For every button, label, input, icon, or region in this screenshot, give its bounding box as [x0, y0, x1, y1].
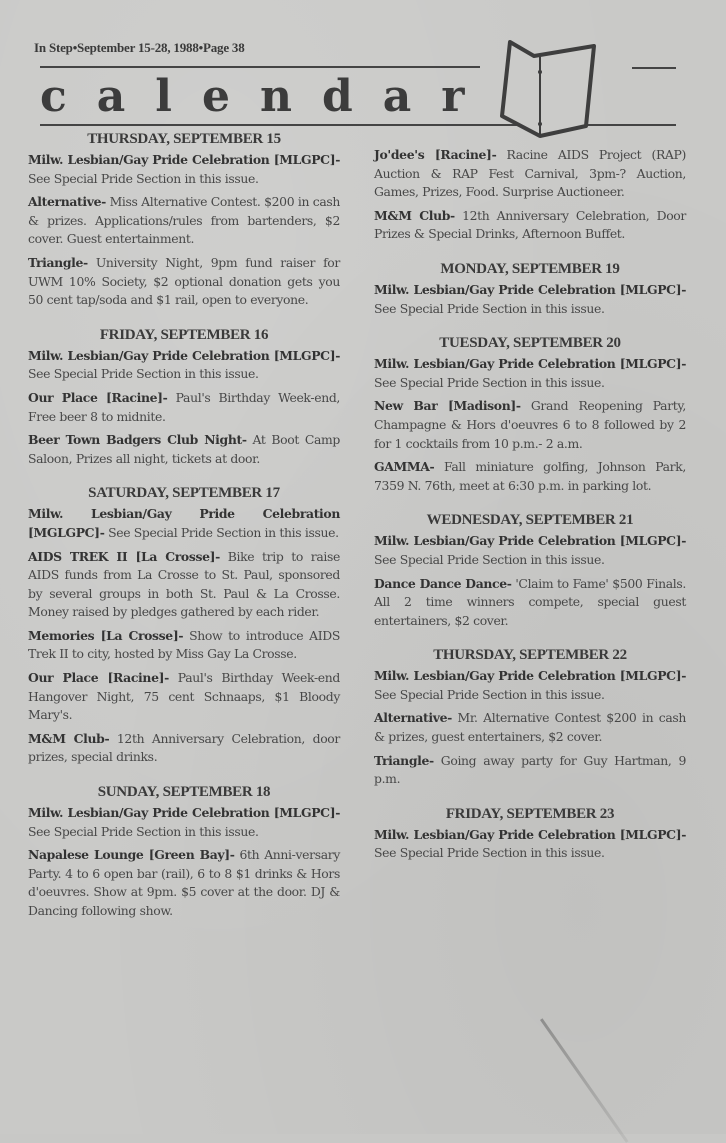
event-description: See Special Pride Section in this issue.: [374, 374, 605, 390]
day-heading: FRIDAY, SEPTEMBER 16: [99, 326, 269, 343]
event-venue: Our Place [Racine]-: [28, 389, 168, 405]
event-venue: Alternative-: [28, 194, 106, 210]
event-entry: [374, 355, 686, 392]
event-description: Going away party for Guy Hartman, 9 p.m.: [374, 752, 686, 787]
event-venue: Milw. Lesbian/Gay Pride Celebration [MLGPC]-: [28, 805, 340, 821]
event-entry: [28, 505, 340, 542]
event-venue: Memories [La Crosse]-: [28, 627, 184, 643]
event-venue: Milw. Lesbian/Gay Pride Celebration [MLGPC]-: [374, 668, 686, 684]
calendar-day: [28, 783, 340, 921]
event-description: Fall miniature golfing, Johnson Park, 7359 N. 76th, meet at 6:30 p.m. in parking lot.: [374, 459, 686, 493]
calendar-day: [374, 805, 686, 863]
calendar-day: [374, 646, 686, 789]
event-venue: Our Place [Racine]-: [28, 670, 169, 686]
event-description: 'Claim to Fame' $500 Finals. All 2 time winners compete, special guest entertainers, $2 cover.: [374, 575, 686, 628]
day-heading: SATURDAY, SEPTEMBER 17: [88, 485, 280, 502]
event-venue: Milw. Lesbian/Gay Pride Celebration [MLGPC]-: [28, 347, 340, 363]
event-description: See Special Pride Section in this issue.: [374, 551, 605, 567]
calendar-day: [374, 334, 686, 495]
event-venue: Milw. Lesbian/Gay Pride Celebration [MLGPC]-: [374, 356, 686, 372]
day-heading: FRIDAY, SEPTEMBER 23: [445, 805, 615, 822]
event-entry: [374, 575, 686, 631]
event-entry: [28, 627, 340, 664]
event-description: Miss Alternative Contest. $200 in cash & prizes. Applications/rules from bartenders, $2 cover. Guest entertainment.: [28, 194, 340, 247]
event-description: See Special Pride Section in this issue.: [104, 524, 339, 540]
day-heading: SUNDAY, SEPTEMBER 18: [97, 784, 271, 801]
header-rule-top: [40, 66, 480, 68]
event-entry: [374, 752, 686, 789]
day-heading: THURSDAY, SEPTEMBER 22: [433, 647, 627, 664]
event-venue: M&M Club-: [374, 207, 455, 223]
event-description: Grand Reopening Party, Champagne & Hors d'oeuvres 6 to 8 followed by 2 for 1 cocktails from 10 p.m.- 2 a.m.: [374, 398, 686, 451]
calendar-column-right: [374, 146, 686, 879]
event-description: 12th Anniversary Celebration, door prizes, special drinks.: [28, 730, 340, 765]
event-entry: [28, 254, 340, 310]
event-entry: [28, 151, 340, 188]
event-description: University Night, 9pm fund raiser for UWM 10% Society, $2 optional donation gets you 50 cent tap/soda and $1 rail, open to everyone.: [28, 254, 340, 308]
event-venue: Beer Town Badgers Club Night-: [28, 432, 247, 448]
event-entry: [28, 347, 340, 384]
day-heading: THURSDAY, SEPTEMBER 15: [87, 131, 281, 147]
event-description: See Special Pride Section in this issue.: [28, 823, 259, 839]
calendar-day: [28, 326, 340, 469]
event-entry: [374, 532, 686, 569]
event-description: See Special Pride Section in this issue.: [28, 170, 259, 186]
event-description: Bike trip to raise AIDS funds from La Crosse to St. Paul, sponsored by several groups in both St. Paul & La Crosse. Money raised by pledges gathered by each rider.: [28, 548, 340, 620]
event-entry: [28, 548, 340, 622]
event-entry: [374, 397, 686, 453]
event-entry: [374, 207, 686, 244]
event-venue: Triangle-: [28, 254, 88, 270]
calendar-day: [374, 260, 686, 318]
event-entry: [28, 431, 340, 468]
calendar-column-left: [28, 130, 340, 937]
event-description: At Boot Camp Saloon, Prizes all night, tickets at door.: [28, 432, 340, 466]
event-venue: Milw. Lesbian/Gay Pride Celebration [MGLGPC]-: [28, 506, 340, 540]
event-venue: Dance Dance Dance-: [374, 575, 512, 591]
event-description: Paul's Birthday Week-end, Free beer 8 to midnite.: [28, 389, 340, 424]
event-entry: [374, 826, 686, 863]
event-venue: Milw. Lesbian/Gay Pride Celebration [MLGPC]-: [374, 826, 686, 842]
day-heading: TUESDAY, SEPTEMBER 20: [439, 335, 621, 352]
event-entry: [28, 669, 340, 725]
event-entry: [28, 730, 340, 767]
open-book-icon: [496, 36, 626, 146]
event-description: See Special Pride Section in this issue.: [28, 366, 259, 382]
event-entry: [374, 281, 686, 318]
event-venue: New Bar [Madison]-: [374, 398, 521, 414]
day-heading: WEDNESDAY, SEPTEMBER 21: [426, 512, 634, 529]
event-entry: [374, 709, 686, 746]
event-venue: Milw. Lesbian/Gay Pride Celebration [MLGPC]-: [28, 152, 340, 167]
event-description: See Special Pride Section in this issue.: [374, 845, 605, 861]
event-description: 12th Anniversary Celebration, Door Prizes & Special Drinks, Afternoon Buffet.: [374, 207, 686, 242]
event-entry: [374, 146, 686, 202]
calendar-title: calendar: [40, 71, 495, 122]
event-venue: M&M Club-: [28, 730, 110, 746]
event-description: Show to introduce AIDS Trek II to city, hosted by Miss Gay La Crosse.: [28, 627, 340, 662]
event-venue: Triangle-: [374, 752, 434, 768]
event-entry: [28, 389, 340, 426]
calendar-day: [374, 146, 686, 244]
day-heading: MONDAY, SEPTEMBER 19: [440, 260, 620, 277]
event-description: Mr. Alternative Contest $200 in cash & prizes, guest entertainers, $2 cover.: [374, 710, 686, 745]
page-folio: In Step•September 15-28, 1988•Page 38: [34, 40, 245, 55]
event-description: See Special Pride Section in this issue.: [374, 300, 605, 316]
event-entry: [374, 458, 686, 495]
calendar-day: [28, 130, 340, 310]
header-rule-top-right: [632, 67, 676, 69]
event-entry: [28, 193, 340, 249]
event-venue: Milw. Lesbian/Gay Pride Celebration [MLGPC]-: [374, 281, 686, 297]
event-entry: [374, 667, 686, 704]
calendar-day: [374, 511, 686, 630]
event-venue: Alternative-: [374, 710, 452, 726]
event-description: Paul's Birthday Week-end Hangover Night, 75 cent Schnaaps, $1 Bloody Mary's.: [28, 670, 340, 723]
event-venue: Jo'dee's [Racine]-: [374, 147, 497, 162]
paper-crease: [540, 1018, 628, 1143]
event-description: 6th Anni-versary Party. 4 to 6 open bar (rail), 6 to 8 $1 drinks & Hors d'oeuvres. Show at 9pm. $5 cover at the door. DJ & Dancing following show.: [28, 847, 340, 918]
event-entry: [28, 804, 340, 841]
event-venue: Napalese Lounge [Green Bay]-: [28, 847, 235, 863]
event-description: See Special Pride Section in this issue.: [374, 686, 605, 702]
event-venue: AIDS TREK II [La Crosse]-: [28, 548, 220, 564]
event-description: Racine AIDS Project (RAP) Auction & RAP Fest Carnival, 3pm-? Auction, Games, Prizes, Food. Surprise Auctioneer.: [374, 147, 686, 200]
event-venue: GAMMA-: [374, 459, 435, 475]
event-venue: Milw. Lesbian/Gay Pride Celebration [MLGPC]-: [374, 533, 686, 549]
calendar-day: [28, 484, 340, 767]
event-entry: [28, 846, 340, 920]
